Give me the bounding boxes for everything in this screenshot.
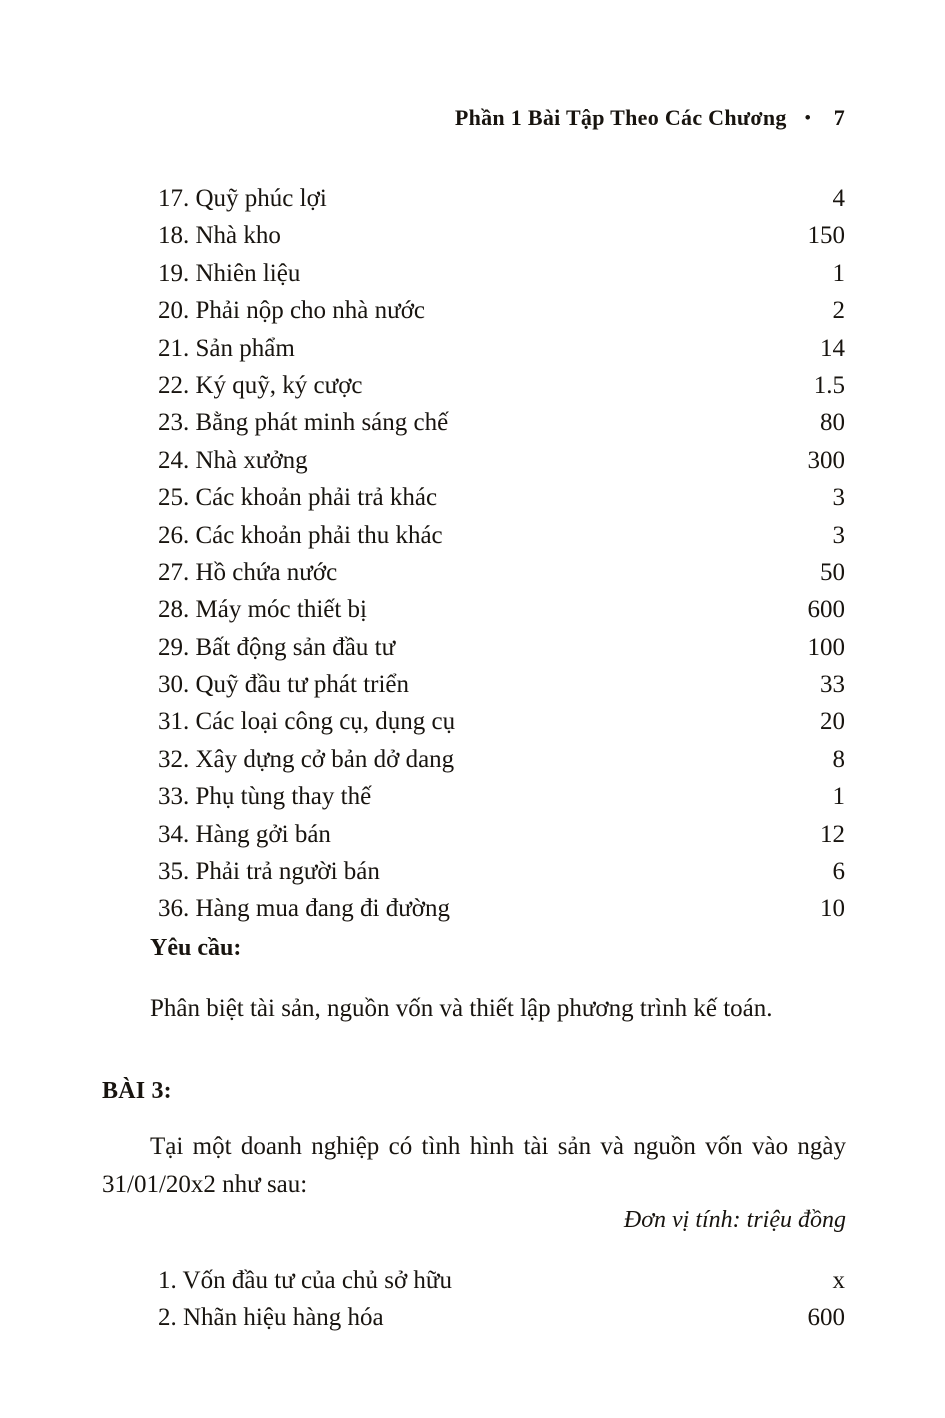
entry-value: 14: [820, 334, 845, 362]
entry-value: 300: [807, 446, 845, 474]
entry-row: [158, 404, 845, 441]
exercise-body: [102, 1128, 846, 1204]
entry-row: [158, 816, 845, 853]
entry-value: 100: [807, 633, 845, 661]
entry-label: 22. Ký quỹ, ký cược: [158, 371, 363, 399]
entry-row: [158, 442, 845, 479]
entry-label: 28. Máy móc thiết bị: [158, 596, 367, 624]
entry-value: 50: [820, 558, 845, 586]
page-number: 7: [833, 105, 845, 130]
entry-row: [158, 629, 845, 666]
entry-row: [158, 479, 845, 516]
entry-label: 2. Nhãn hiệu hàng hóa: [158, 1304, 384, 1332]
entry-value: 20: [820, 708, 845, 736]
entry-label: 17. Quỹ phúc lợi: [158, 185, 327, 212]
entry-label: 23. Bằng phát minh sáng chế: [158, 409, 449, 437]
entry-list-second: [158, 1262, 845, 1337]
entry-row: [158, 666, 845, 703]
entry-value: 1: [832, 259, 845, 287]
entry-value: 3: [832, 484, 845, 512]
entry-row: [158, 1262, 845, 1299]
entry-row: [158, 554, 845, 591]
bullet-separator-icon: •: [804, 108, 811, 127]
entry-label: 1. Vốn đầu tư của chủ sở hữu: [158, 1267, 452, 1294]
entry-value: 33: [820, 671, 845, 699]
entry-row: [158, 292, 845, 329]
entry-row: [158, 1299, 845, 1336]
entry-value: 10: [820, 895, 845, 923]
running-header: [102, 105, 845, 131]
entry-label: 21. Sản phẩm: [158, 334, 295, 362]
entry-label: 32. Xây dựng cở bản dở dang: [158, 745, 455, 773]
entry-value: 12: [820, 820, 845, 848]
running-header-title: Phần 1 Bài Tập Theo Các Chương: [454, 105, 787, 130]
entry-row: [158, 180, 845, 217]
requirement-heading: Yêu cầu:: [150, 935, 242, 961]
entry-label: 33. Phụ tùng thay thế: [158, 783, 372, 811]
entry-label: 35. Phải trả người bán: [158, 858, 380, 886]
requirement-body: Phân biệt tài sản, nguồn vốn và thiết lập phương trình kế toán.: [150, 995, 773, 1022]
entry-row: [158, 741, 845, 778]
entry-row: [158, 517, 845, 554]
entry-label: 30. Quỹ đầu tư phát triển: [158, 671, 410, 699]
entry-label: 27. Hồ chứa nước: [158, 558, 338, 586]
entry-row: [158, 591, 845, 628]
entry-value: x: [832, 1267, 845, 1294]
entry-row: [158, 778, 845, 815]
entry-label: 25. Các khoản phải trả khác: [158, 484, 438, 512]
entry-label: 24. Nhà xưởng: [158, 446, 308, 474]
entry-value: 8: [832, 745, 845, 773]
entry-label: 18. Nhà kho: [158, 222, 281, 250]
entry-label: 19. Nhiên liệu: [158, 259, 301, 287]
entry-label: 29. Bất động sản đầu tư: [158, 633, 396, 661]
unit-note: Đơn vị tính: triệu đồng: [623, 1207, 846, 1233]
entry-label: 34. Hàng gởi bán: [158, 820, 331, 848]
entry-row: [158, 890, 845, 927]
entry-list-main: [158, 180, 845, 928]
exercise-heading: BÀI 3:: [102, 1078, 172, 1104]
entry-row: [158, 217, 845, 254]
entry-label: 26. Các khoản phải thu khác: [158, 521, 443, 549]
entry-row: [158, 367, 845, 404]
entry-row: [158, 703, 845, 740]
entry-value: 1.5: [813, 371, 845, 399]
entry-label: 36. Hàng mua đang đi đường: [158, 895, 451, 923]
entry-value: 3: [832, 521, 845, 549]
entry-value: 150: [807, 222, 845, 250]
entry-row: [158, 853, 845, 890]
entry-value: 6: [832, 858, 845, 886]
entry-row: [158, 330, 845, 367]
entry-value: 600: [807, 596, 845, 624]
entry-row: [158, 255, 845, 292]
entry-value: 600: [807, 1304, 845, 1332]
entry-label: 31. Các loại công cụ, dụng cụ: [158, 708, 456, 736]
exercise-body-text: Tại một doanh nghiệp có tình hình tài sản và nguồn vốn vào ngày 31/01/20x2 như sau:: [102, 1133, 846, 1198]
entry-value: 1: [832, 783, 845, 811]
entry-label: 20. Phải nộp cho nhà nước: [158, 297, 426, 325]
entry-value: 80: [820, 409, 845, 437]
entry-value: 2: [832, 297, 845, 325]
entry-value: 4: [832, 185, 845, 212]
